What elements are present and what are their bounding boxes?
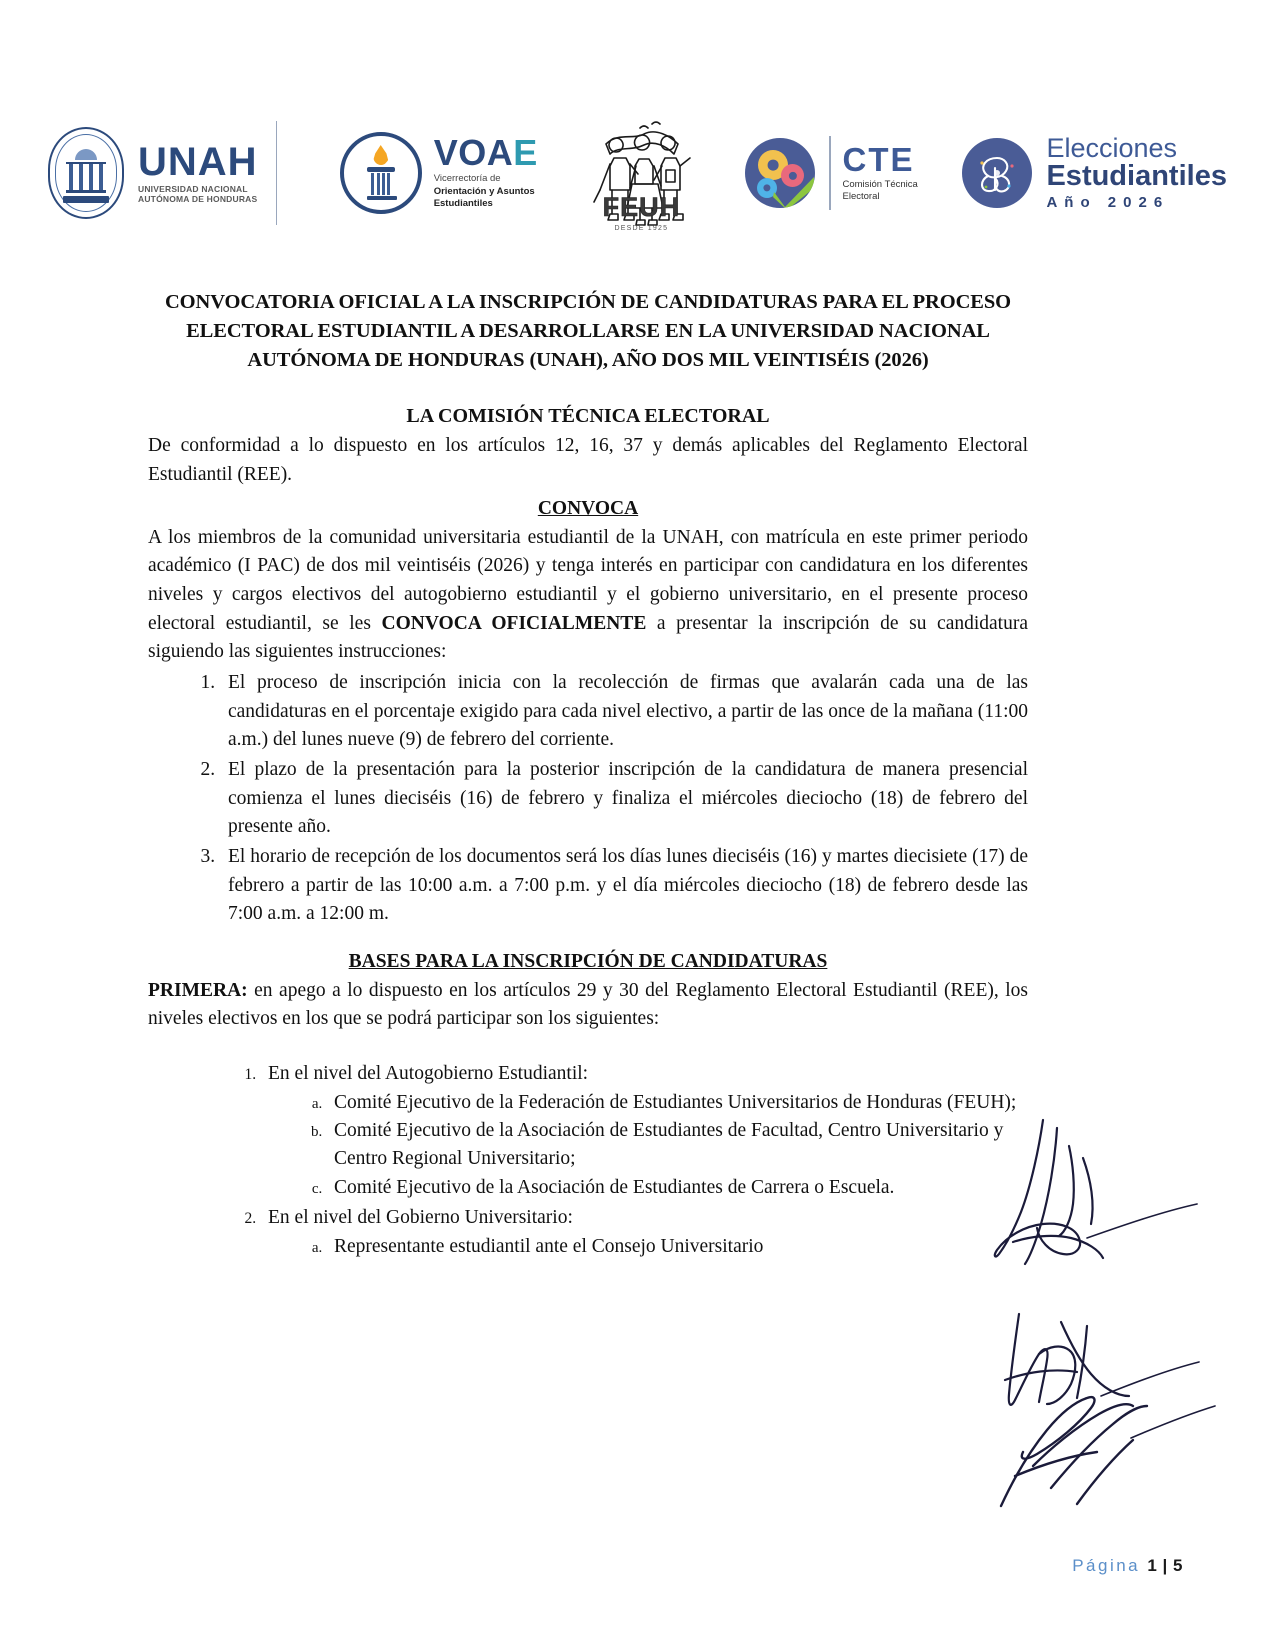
convoca-heading: CONVOCA bbox=[537, 497, 639, 519]
unah-logo bbox=[48, 121, 295, 225]
feuh-since-label: DESDE 1925 bbox=[614, 225, 669, 232]
instructions-list bbox=[148, 669, 1028, 929]
primera-label: PRIMERA: bbox=[148, 979, 248, 1001]
list-item: a. Representante estudiantil ante el Consejo Universitario bbox=[326, 1233, 1028, 1261]
conformity-paragraph: De conformidad a lo dispuesto en los artículos 12, 16, 37 y demás aplicables del Reglamento Electoral Estudiantil (REE). bbox=[148, 435, 1028, 485]
footer-label: Página bbox=[1072, 1556, 1141, 1575]
convoca-oficialmente-emphasis: CONVOCA OFICIALMENTE bbox=[381, 612, 647, 634]
logo-divider bbox=[276, 121, 278, 225]
voae-wordmark: VOAE bbox=[433, 132, 538, 174]
elecciones-line3: Año 2026 bbox=[1046, 194, 1170, 212]
list-item bbox=[260, 1204, 1028, 1261]
elecciones-line1: Elecciones bbox=[1046, 132, 1178, 163]
list-item: 2. El plazo de la presentación para la posterior inscripción de la candidatura de manera presencial comienza el lunes dieciséis (16) de febrero y finaliza el miércoles dieciocho (18) de febrero del presente año. bbox=[220, 756, 1028, 842]
page-footer bbox=[1072, 1556, 1183, 1576]
list-item: c. Comité Ejecutivo de la Asociación de Estudiantes de Carrera o Escuela. bbox=[326, 1174, 1028, 1202]
document-body bbox=[148, 288, 1028, 1263]
elecciones-line2: Estudiantiles bbox=[1046, 160, 1227, 193]
level-heading: En el nivel del Autogobierno Estudiantil: bbox=[268, 1063, 589, 1085]
list-item: 3. El horario de recepción de los documentos será los días lunes dieciséis (16) y martes diecisiete (17) de febrero a partir de las 10:00 a.m. a 7:00 p.m. y el día miércoles dieciocho (18) de febrero desde las 7:00 a.m. a 12:00 m. bbox=[220, 843, 1028, 929]
voae-subtitle-line2: Orientación y Asuntos bbox=[433, 185, 535, 197]
elecciones-emblem-icon bbox=[962, 138, 1032, 208]
footer-page-numbers: 1 | 5 bbox=[1147, 1556, 1183, 1575]
elecciones-logo bbox=[962, 132, 1227, 212]
cte-gears-check-icon bbox=[745, 138, 815, 208]
document-title: CONVOCATORIA OFICIAL A LA INSCRIPCIÓN DE CANDIDATURAS PARA EL PROCESO ELECTORAL ESTUDIANTIL A DESARROLLARSE EN LA UNIVERSIDAD NACIONAL AUTÓNOMA DE HONDURAS (UNAH), AÑO DOS MIL VEINTISÉIS (2026) bbox=[164, 291, 1012, 372]
feuh-logo bbox=[582, 114, 700, 232]
voae-logo bbox=[340, 132, 538, 214]
list-item: b. Comité Ejecutivo de la Asociación de Estudiantes de Facultad, Centro Universitario y Centro Regional Universitario; bbox=[326, 1117, 1028, 1174]
issuer-heading: LA COMISIÓN TÉCNICA ELECTORAL bbox=[406, 405, 770, 428]
electoral-levels-list bbox=[148, 1060, 1028, 1261]
cte-wordmark: CTE bbox=[842, 140, 915, 178]
voae-subtitle-line3: Estudiantiles bbox=[433, 198, 493, 210]
header-logo-bar bbox=[48, 108, 1227, 238]
list-item: 1. El proceso de inscripción inicia con la recolección de firmas que avalarán cada una de las candidaturas en el porcentaje exigido para cada nivel electivo, a partir de las once de la mañana (11:00 a.m.) del lunes nueve (9) de febrero del corriente. bbox=[220, 669, 1028, 755]
primera-paragraph: PRIMERA: en apego a lo dispuesto en los artículos 29 y 30 del Reglamento Electoral Estudiantil (REE), los niveles electivos en los que se podrá participar son los siguientes: bbox=[148, 979, 1028, 1030]
autogobierno-sublist bbox=[268, 1089, 1028, 1202]
list-item bbox=[260, 1060, 1028, 1202]
unah-wordmark: UNAH bbox=[138, 139, 258, 184]
feuh-wordmark: FEUH bbox=[602, 192, 681, 222]
voae-torch-pillar-icon bbox=[340, 132, 422, 214]
gobierno-universitario-sublist bbox=[268, 1233, 1028, 1261]
cte-subtitle-line2: Electoral bbox=[842, 191, 880, 202]
cte-subtitle-line1: Comisión Técnica bbox=[842, 178, 918, 190]
unah-subtitle-line2: AUTÓNOMA DE HONDURAS bbox=[138, 193, 258, 204]
unah-seal-icon bbox=[48, 127, 124, 219]
voae-subtitle-line1: Vicerrectoría de bbox=[433, 173, 501, 185]
bases-heading: BASES PARA LA INSCRIPCIÓN DE CANDIDATURAS bbox=[348, 950, 828, 972]
cte-logo bbox=[745, 136, 918, 210]
handwritten-signatures bbox=[991, 1108, 1241, 1528]
level-heading: En el nivel del Gobierno Universitario: bbox=[268, 1206, 573, 1228]
feuh-students-icon bbox=[582, 114, 700, 232]
convoca-paragraph: A los miembros de la comunidad universitaria estudiantil de la UNAH, con matrícula en este primer periodo académico (I PAC) de dos mil veintiséis (2026) y tenga interés en participar con candidatura en los diferentes niveles y cargos electivos del autogobierno estudiantil y el gobierno universitario, en el presente proceso electoral estudiantil, se les CONVOCA OFICIALMENTE a presentar la inscripción de su candidatura siguiendo las siguientes instrucciones: bbox=[148, 526, 1029, 663]
list-item: a. Comité Ejecutivo de la Federación de Estudiantes Universitarios de Honduras (FEUH); bbox=[326, 1089, 1028, 1117]
unah-subtitle-line1: UNIVERSIDAD NACIONAL bbox=[138, 183, 248, 194]
